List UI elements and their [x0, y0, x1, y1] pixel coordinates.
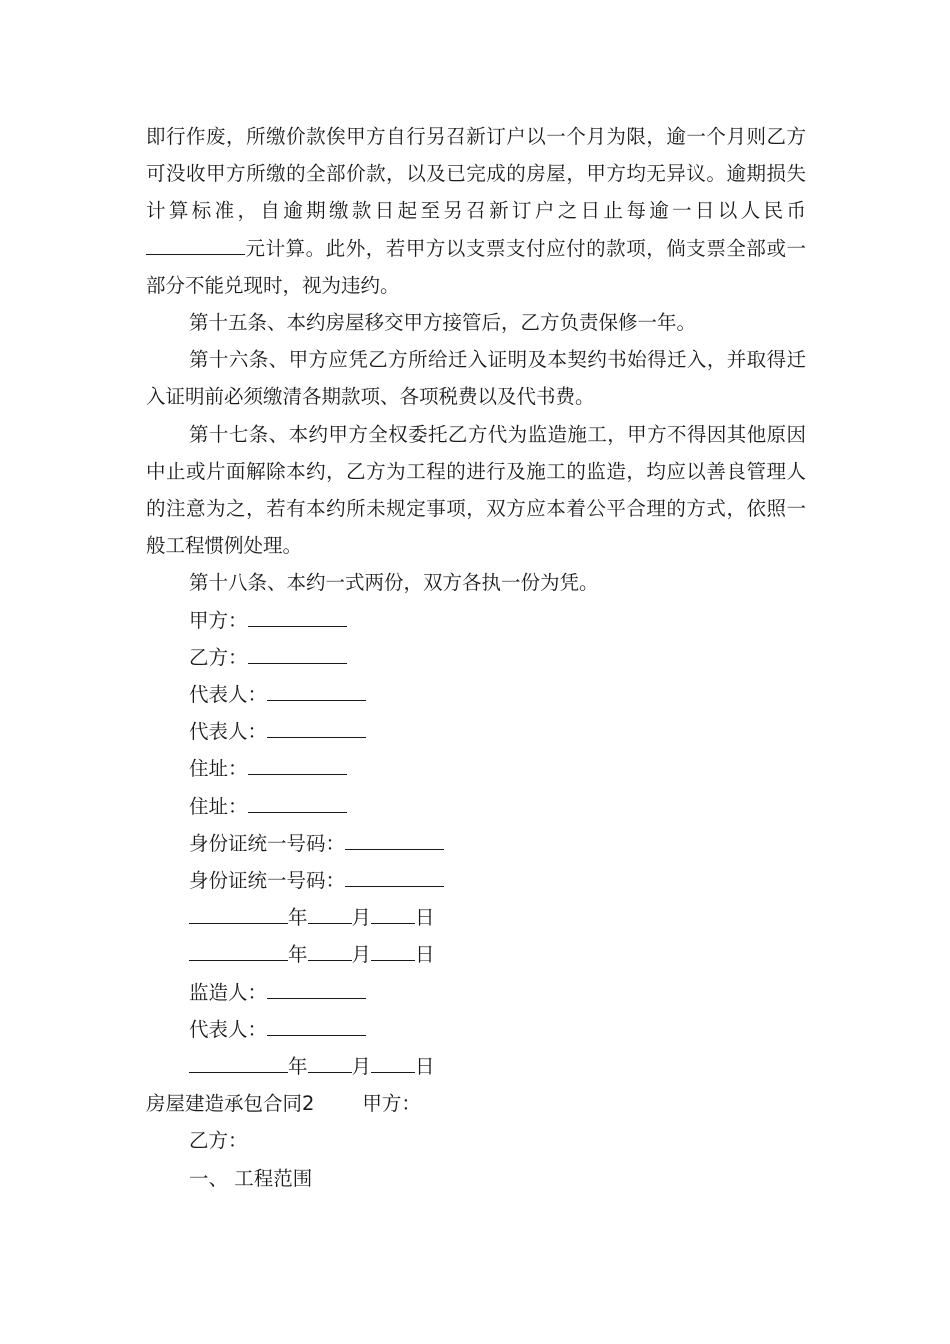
date-line-2 — [146, 936, 806, 973]
month-blank — [308, 942, 352, 962]
representative-c-blank — [267, 1016, 366, 1036]
address-b — [146, 788, 806, 825]
month-label: 月 — [351, 943, 372, 967]
contract-2-heading — [146, 1085, 806, 1122]
article-18: 第十八条、本约一式两份，双方各执一份为凭。 — [189, 571, 599, 595]
id-number-b-blank — [345, 868, 444, 888]
id-number-a-blank — [345, 830, 444, 850]
representative-b — [146, 713, 806, 750]
year-label: 年 — [288, 1055, 308, 1079]
representative-a-label: 代表人： — [189, 683, 268, 707]
id-number-a — [146, 825, 806, 862]
address-b-label: 住址： — [189, 794, 248, 818]
address-a — [146, 750, 806, 787]
day-label: 日 — [415, 1055, 435, 1079]
year-blank — [189, 905, 288, 925]
month-blank — [308, 1054, 352, 1074]
representative-b-blank — [267, 719, 366, 739]
day-label: 日 — [415, 943, 435, 967]
day-blank — [371, 1054, 415, 1074]
amount-blank — [146, 235, 245, 255]
address-a-label: 住址： — [189, 757, 248, 781]
representative-a — [146, 676, 806, 713]
party-a-blank — [248, 607, 347, 627]
id-number-b-label: 身份证统一号码： — [189, 869, 346, 893]
day-label: 日 — [415, 906, 435, 930]
paragraph-penalty-tail: 元计算。此外，若甲方以支票支付应付的款项，倘支票全部或一部分不能兑现时，视为违约。 — [146, 236, 806, 297]
year-label: 年 — [288, 943, 308, 967]
supervisor-signature — [146, 974, 806, 1011]
day-blank — [371, 905, 415, 925]
year-label: 年 — [288, 906, 308, 930]
date-line-3 — [146, 1048, 806, 1085]
representative-b-label: 代表人： — [189, 720, 268, 744]
representative-c — [146, 1011, 806, 1048]
month-label: 月 — [351, 1055, 372, 1079]
representative-a-blank — [267, 682, 366, 702]
party-a-label: 甲方： — [189, 608, 248, 632]
paragraph-penalty-text: 即行作废，所缴价款俟甲方自行另召新订户以一个月为限，逾一个月则乙方可没收甲方所缴的全部价款，以及已完成的房屋，甲方均无异议。逾期损失计算标准，自逾期缴款日起至另召新订户之日止每逾一日以人民币 — [146, 125, 806, 223]
party-b-blank — [248, 644, 347, 664]
date-line-1 — [146, 899, 806, 936]
party-b-label: 乙方： — [189, 645, 248, 669]
id-number-a-label: 身份证统一号码： — [189, 831, 346, 855]
contract-2-section-1: 一、 工程范围 — [189, 1166, 313, 1190]
article-16: 第十六条、甲方应凭乙方所给迁入证明及本契约书始得迁入，并取得迁入证明前必须缴清各期款项、各项税费以及代书费。 — [146, 348, 806, 409]
document-body — [146, 118, 806, 1197]
supervisor-label: 监造人： — [189, 980, 268, 1004]
year-blank — [189, 942, 288, 962]
contract-2-party-b: 乙方： — [189, 1129, 248, 1153]
year-blank — [189, 1054, 288, 1074]
party-b-signature — [146, 639, 806, 676]
contract-2-title: 房屋建造承包合同2 — [146, 1092, 315, 1116]
representative-c-label: 代表人： — [189, 1017, 268, 1041]
article-15: 第十五条、本约房屋移交甲方接管后，乙方负责保修一年。 — [189, 311, 697, 335]
address-b-blank — [248, 793, 347, 813]
contract-2-party-a: 甲方： — [362, 1092, 421, 1116]
month-label: 月 — [351, 906, 372, 930]
day-blank — [371, 942, 415, 962]
article-17: 第十七条、本约甲方全权委托乙方代为监造施工，甲方不得因其他原因中止或片面解除本约，乙方为工程的进行及施工的监造，均应以善良管理人的注意为之，若有本约所未规定事项，双方应本着公平合理的方式，依照一般工程惯例处理。 — [146, 422, 806, 558]
paragraph-penalty — [146, 118, 806, 304]
id-number-b — [146, 862, 806, 899]
month-blank — [308, 905, 352, 925]
supervisor-blank — [267, 979, 366, 999]
address-a-blank — [248, 756, 347, 776]
party-a-signature — [146, 602, 806, 639]
